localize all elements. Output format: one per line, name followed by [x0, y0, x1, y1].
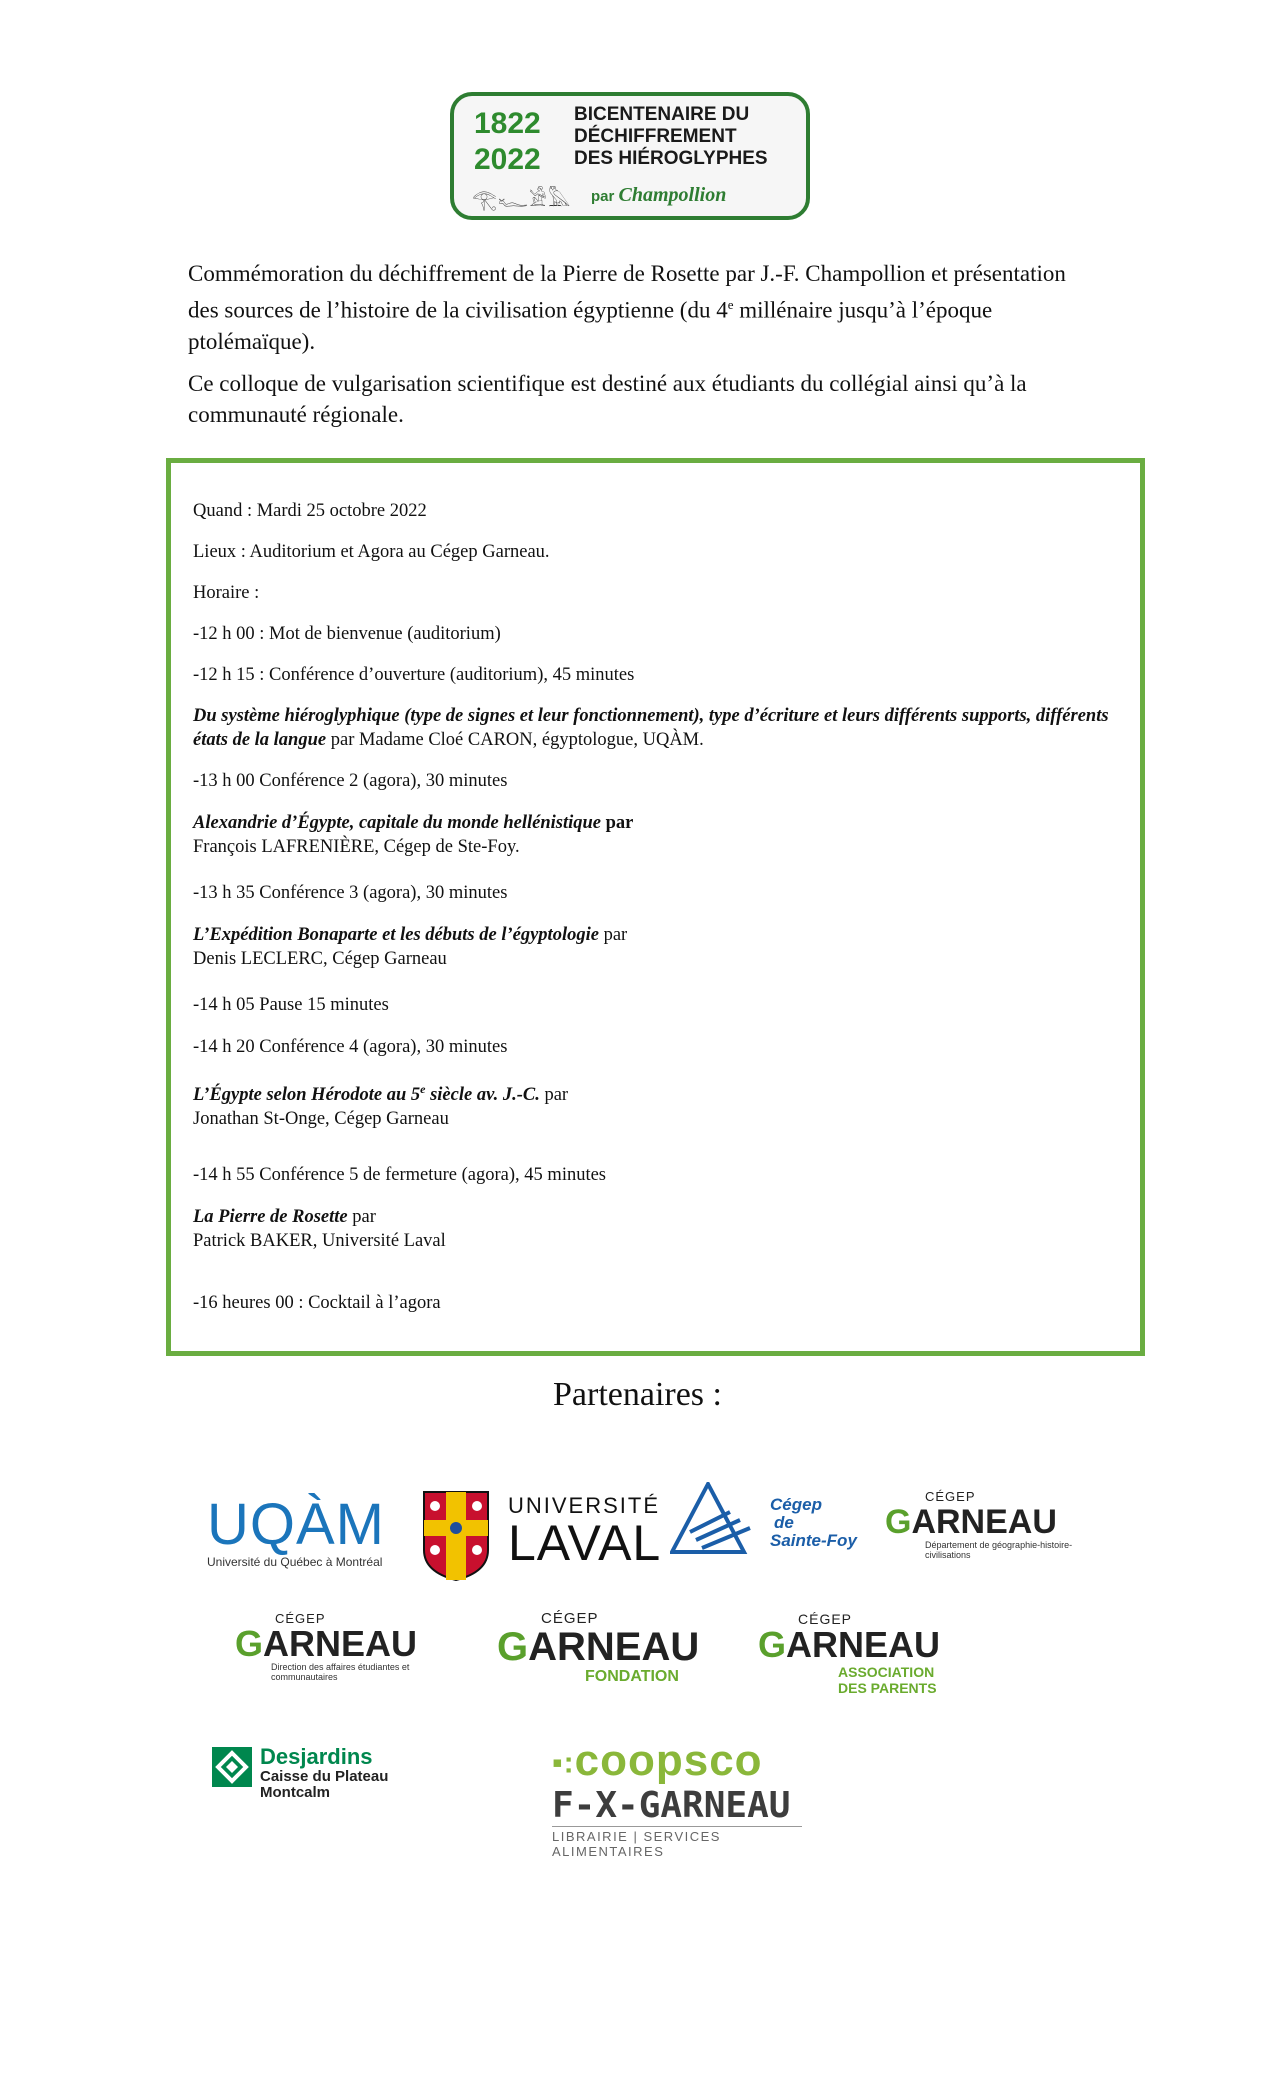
- banner-by: par: [591, 188, 615, 205]
- garneau-parents-subtitle-2: DES PARENTS: [838, 1680, 937, 1696]
- garneau-parents-subtitle-1: ASSOCIATION: [838, 1664, 935, 1680]
- banner-author: Champollion: [618, 184, 727, 206]
- schedule-item: -13 h 35 Conférence 3 (agora), 30 minutes: [193, 883, 508, 903]
- banner-title-line2: DÉCHIFFREMENT: [574, 126, 737, 147]
- banner-title-line1: BICENTENAIRE DU: [574, 104, 750, 125]
- garneau-g-letter: G: [885, 1503, 912, 1541]
- schedule-item: -14 h 20 Conférence 4 (agora), 30 minutes: [193, 1037, 508, 1057]
- desjardins-emblem-icon: [212, 1747, 252, 1787]
- partners-title: Partenaires :: [553, 1376, 722, 1413]
- event-banner: [450, 92, 810, 220]
- garneau-cegep-word: CÉGEP: [275, 1611, 326, 1626]
- garneau-cegep-word: CÉGEP: [925, 1489, 976, 1504]
- garneau-g-letter: G: [758, 1624, 787, 1665]
- sainte-foy-line1: Cégep: [770, 1495, 822, 1514]
- schedule-item: -12 h 15 : Conférence d’ouverture (auditorium), 45 minutes: [193, 665, 635, 685]
- coopsco-wordmark: coopsco: [574, 1736, 763, 1785]
- banner-title: [574, 104, 768, 170]
- uqam-logo: [207, 1492, 385, 1569]
- garneau-g-letter: G: [497, 1625, 529, 1669]
- sainte-foy-emblem-icon: [670, 1482, 760, 1556]
- schedule-item: -13 h 00 Conférence 2 (agora), 30 minutes: [193, 771, 508, 791]
- garneau-daec-subtitle: Direction des affaires étudiantes et communautaires: [271, 1662, 410, 1682]
- banner-byline: [591, 184, 726, 207]
- year-start: 1822: [474, 107, 541, 140]
- coopsco-subtitle: LIBRAIRIE | SERVICES ALIMENTAIRES: [552, 1826, 802, 1859]
- intro-paragraph-1: Commémoration du déchiffrement de la Pierre de Rosette par J.-F. Champollion et présentation des sources de l’histoire de la civilisation égyptienne (du 4e millénaire jusqu’à l’époque ptolémaïque).: [188, 261, 1066, 354]
- cegep-sainte-foy-logo: [670, 1480, 870, 1580]
- desjardins-wordmark: Desjardins: [260, 1744, 373, 1769]
- conference-4: L’Égypte selon Hérodote au 5e siècle av. J.-C. par Jonathan St-Onge, Cégep Garneau: [193, 1082, 569, 1130]
- coopsco-logo: [552, 1738, 802, 1859]
- schedule-item: -14 h 05 Pause 15 minutes: [193, 995, 389, 1015]
- garneau-daec-logo: [235, 1612, 417, 1682]
- schedule-item: -16 heures 00 : Cocktail à l’agora: [193, 1293, 441, 1313]
- garneau-g-letter: G: [235, 1623, 264, 1664]
- desjardins-subtitle-2: Montcalm: [260, 1784, 331, 1801]
- garneau-fondation-subtitle: FONDATION: [585, 1668, 679, 1685]
- event-location: Lieux : Auditorium et Agora au Cégep Garneau.: [193, 542, 550, 562]
- conference-1: Du système hiéroglyphique (type de signes et leur fonctionnement), type d’écriture et leurs différents supports, différents états de la langue par Madame Cloé CARON, égyptologue, UQÀM.: [193, 706, 1109, 750]
- garneau-wordmark: ARNEAU: [528, 1625, 700, 1669]
- conference-2: Alexandrie d’Égypte, capitale du monde hellénistique par François LAFRENIÈRE, Cégep de Ste-Foy.: [193, 813, 634, 857]
- laval-crest-icon: [422, 1490, 490, 1582]
- garneau-wordmark: ARNEAU: [263, 1623, 418, 1664]
- garneau-geo-logo: [885, 1490, 1075, 1560]
- laval-logo: [422, 1490, 662, 1585]
- coopsco-fx-garneau: F-X-GARNEAU: [552, 1785, 791, 1827]
- year-end: 2022: [474, 143, 541, 176]
- program-box: [166, 458, 1145, 1356]
- garneau-wordmark: ARNEAU: [786, 1624, 941, 1665]
- schedule-item: -14 h 55 Conférence 5 de fermeture (agora), 45 minutes: [193, 1165, 607, 1185]
- conference-3: L’Expédition Bonaparte et les débuts de l’égyptologie par Denis LECLERC, Cégep Garneau: [193, 925, 628, 969]
- hieroglyph-icons: 𓂀𓆑𓀀𓅓: [472, 189, 572, 211]
- uqam-wordmark: UQÀM: [207, 1492, 385, 1557]
- desjardins-subtitle-1: Caisse du Plateau: [260, 1768, 389, 1785]
- garneau-wordmark: ARNEAU: [911, 1503, 1057, 1541]
- uqam-subtitle: Université du Québec à Montréal: [207, 1555, 383, 1569]
- conference-5: La Pierre de Rosette par Patrick BAKER, Université Laval: [193, 1207, 446, 1251]
- banner-years: [474, 106, 541, 178]
- garneau-geo-subtitle: Département de géographie-histoire-civilisations: [925, 1540, 1073, 1560]
- garneau-cegep-word: CÉGEP: [541, 1610, 599, 1627]
- garneau-parents-logo: [758, 1612, 940, 1696]
- intro-paragraph-2: Ce colloque de vulgarisation scientifique est destiné aux étudiants du collégial ainsi qu’à la communauté régionale.: [188, 371, 1027, 427]
- laval-big-word: LAVAL: [508, 1515, 662, 1571]
- coopsco-dots-icon: ▪:: [552, 1746, 575, 1780]
- schedule-item: -12 h 00 : Mot de bienvenue (auditorium): [193, 624, 501, 644]
- sainte-foy-line3: Sainte-Foy: [770, 1531, 857, 1550]
- laval-small-word: UNIVERSITÉ: [508, 1493, 661, 1518]
- sainte-foy-line2: de: [774, 1513, 794, 1532]
- event-date: Quand : Mardi 25 octobre 2022: [193, 501, 427, 521]
- garneau-fondation-logo: [497, 1612, 699, 1686]
- banner-title-line3: DES HIÉROGLYPHES: [574, 148, 768, 169]
- schedule-label: Horaire :: [193, 583, 260, 603]
- desjardins-logo: [212, 1745, 412, 1805]
- garneau-cegep-word: CÉGEP: [798, 1611, 853, 1627]
